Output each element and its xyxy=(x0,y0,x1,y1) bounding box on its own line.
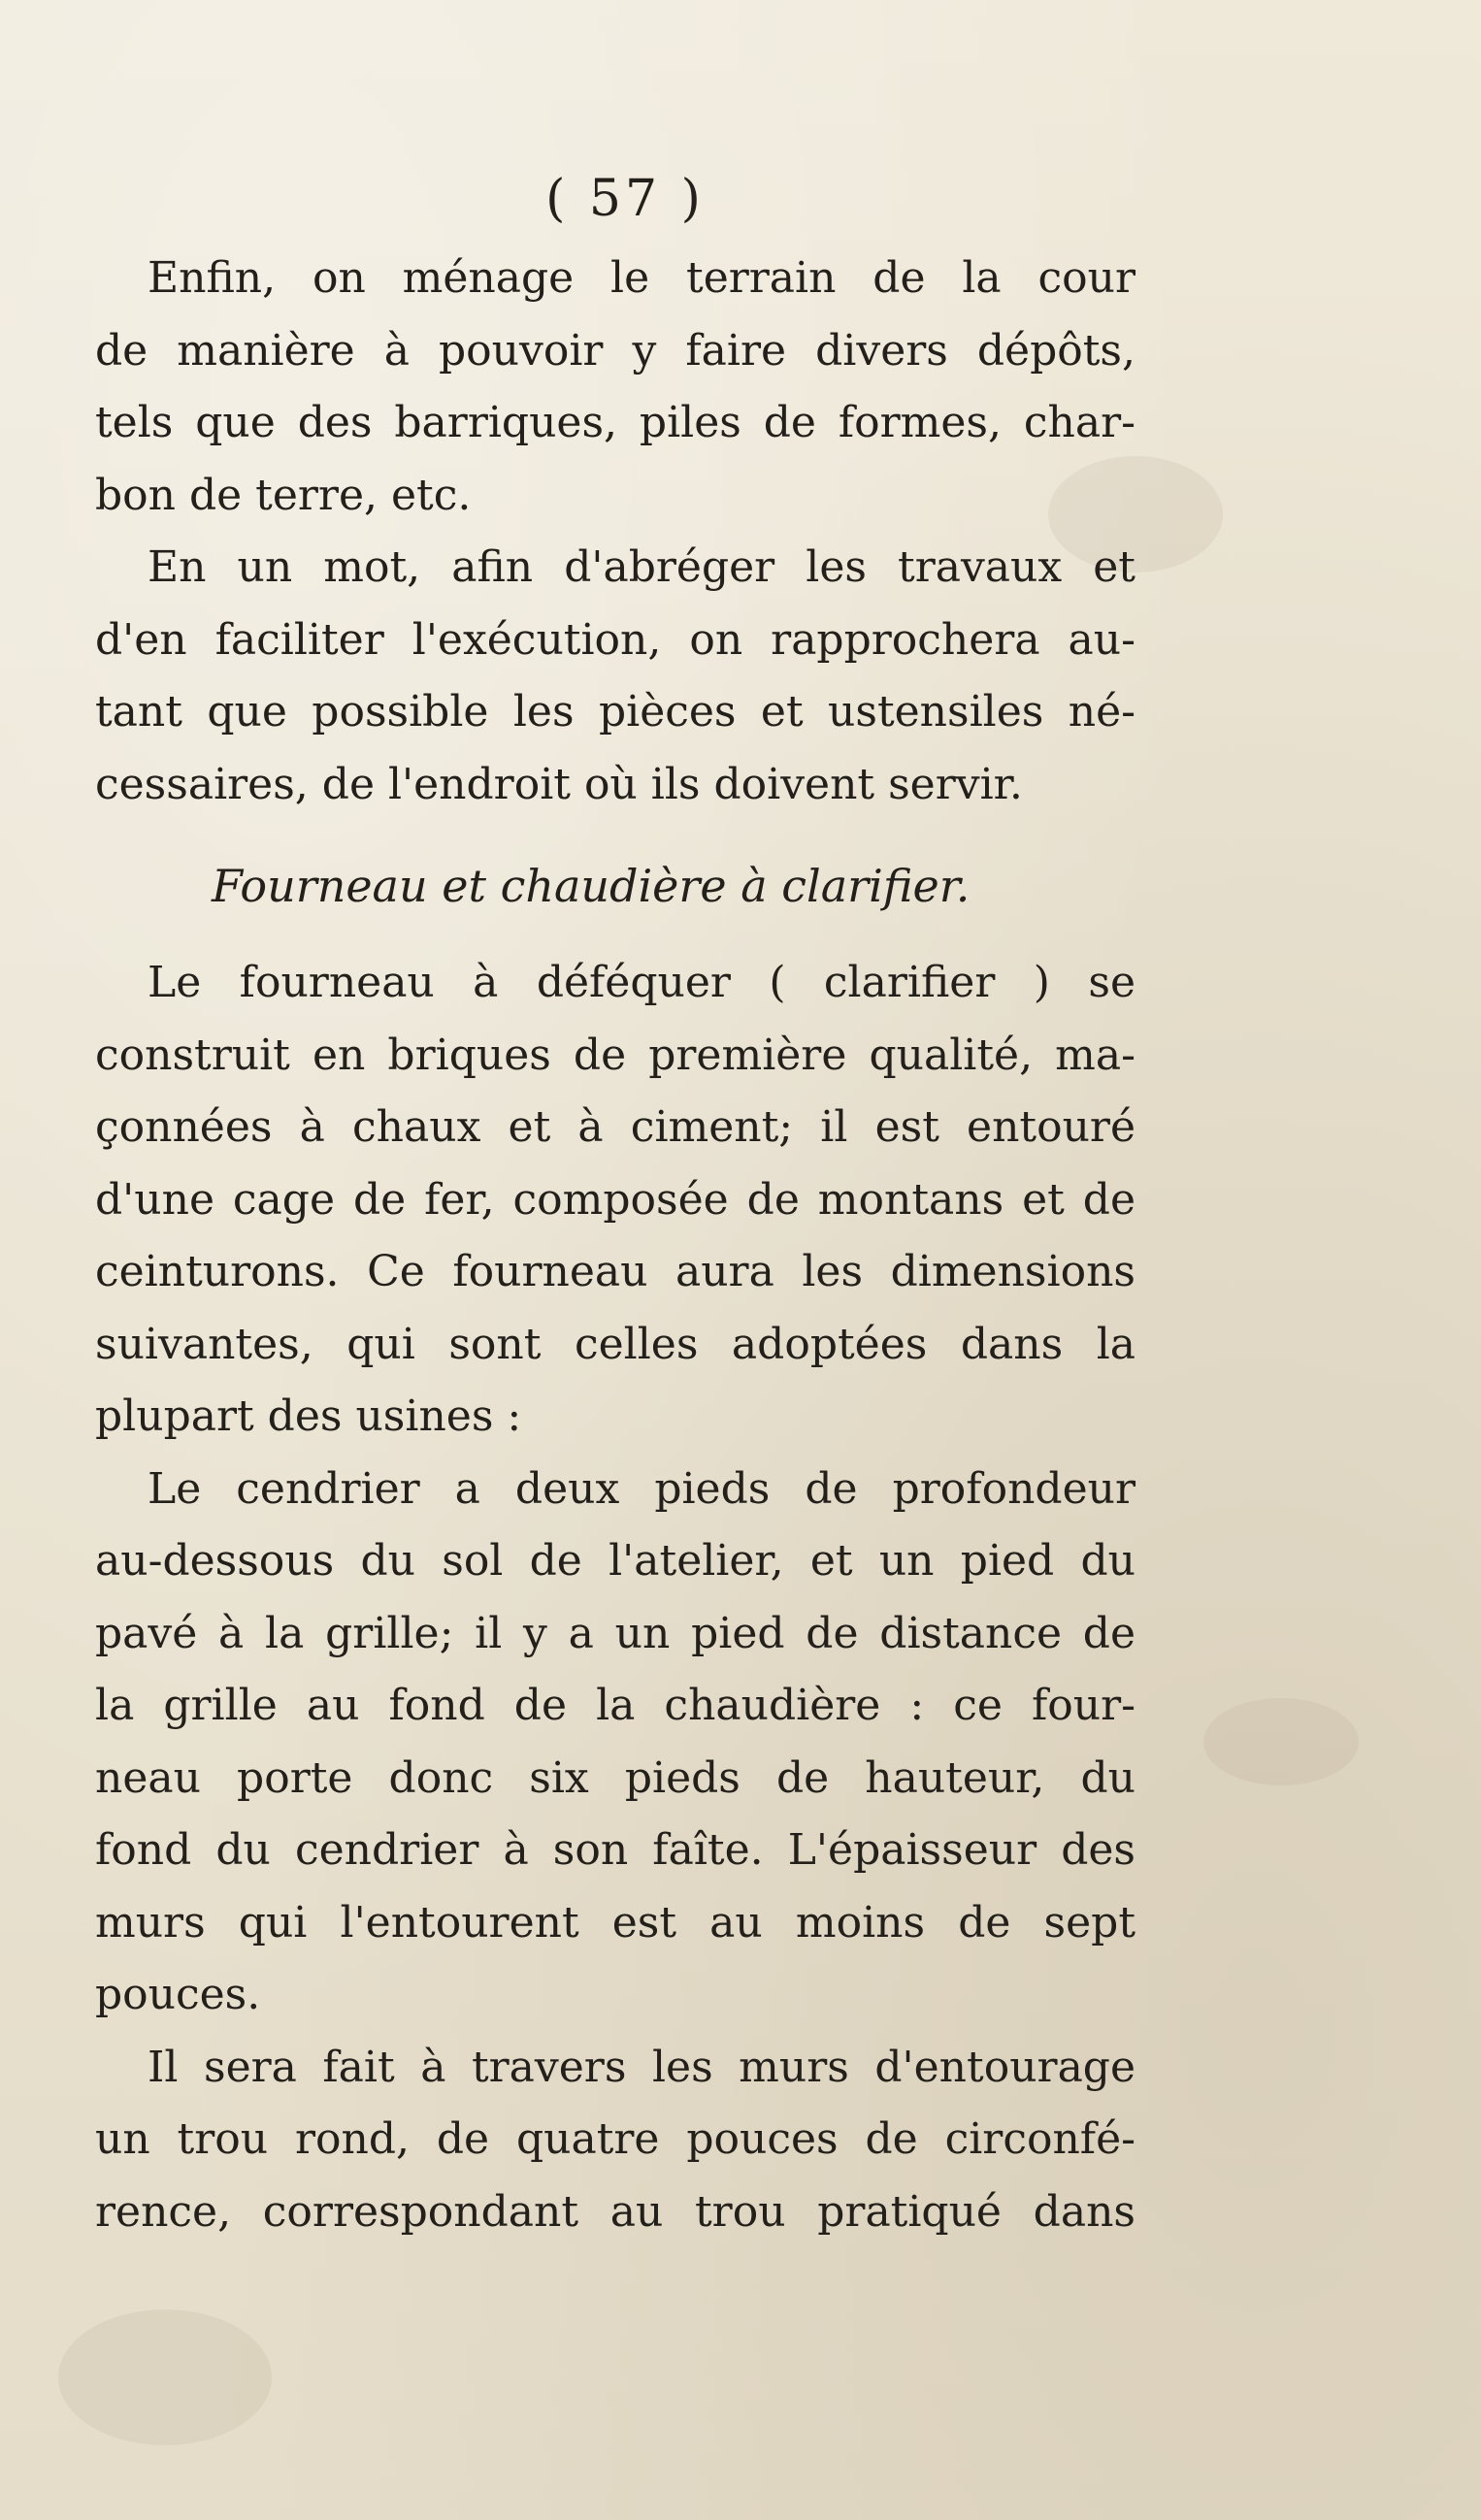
text-line: çonnées à chaux et à ciment; il est entouré xyxy=(95,1102,1135,1152)
text-line: pavé à la grille; il y a un pied de distance de xyxy=(95,1608,1135,1658)
text-line: ceinturons. Ce fourneau aura les dimensions xyxy=(95,1247,1135,1296)
text-line: tant que possible les pièces et ustensiles né- xyxy=(95,687,1135,736)
paragraph-ash-pit xyxy=(95,1454,1135,2032)
text-line: un trou rond, de quatre pouces de circonfé- xyxy=(95,2114,1135,2164)
paper-stain xyxy=(58,2309,272,2445)
paragraph-summary xyxy=(95,532,1135,821)
text-line: Le fourneau à déféquer ( clarifier ) se xyxy=(148,958,1135,1007)
text-line: au-dessous du sol de l'atelier, et un pied du xyxy=(95,1536,1135,1586)
text-line: de manière à pouvoir y faire divers dépôts, xyxy=(95,325,1135,376)
text-line: cessaires, de l'endroit où ils doivent servir. xyxy=(95,759,1023,809)
text-line: Enfin, on ménage le terrain de la cour xyxy=(148,253,1135,303)
paper-stain xyxy=(1203,1698,1359,1785)
text-line: tels que des barriques, piles de formes, char- xyxy=(95,398,1135,447)
text-line: suivantes, qui sont celles adoptées dans la xyxy=(95,1319,1135,1369)
paragraph-round-hole xyxy=(95,2032,1135,2249)
text-line: construit en briques de première qualité, ma- xyxy=(95,1030,1135,1080)
paragraph-furnace-construction xyxy=(95,947,1135,1454)
section-heading: Fourneau et chaudière à clarifier. xyxy=(212,860,971,912)
text-line: Il sera fait à travers les murs d'entourage xyxy=(148,2042,1135,2092)
text-line: Le cendrier a deux pieds de profondeur xyxy=(148,1463,1135,1514)
text-line: d'en faciliter l'exécution, on rapprochera au- xyxy=(95,614,1135,665)
text-line: murs qui l'entourent est au moins de sept xyxy=(95,1897,1135,1947)
text-line: rence, correspondant au trou pratiqué dans xyxy=(95,2186,1135,2237)
text-line: d'une cage de fer, composée de montans et de xyxy=(95,1174,1135,1225)
text-line: la grille au fond de la chaudière : ce four- xyxy=(95,1681,1135,1730)
text-line: fond du cendrier à son faîte. L'épaisseur des xyxy=(95,1825,1135,1875)
text-line: bon de terre, etc. xyxy=(95,470,472,520)
text-line: pouces. xyxy=(95,1970,261,2019)
page-number: ( 57 ) xyxy=(545,170,705,228)
text-line: neau porte donc six pieds de hauteur, du xyxy=(95,1752,1135,1803)
text-line: plupart des usines : xyxy=(95,1391,522,1441)
text-block xyxy=(95,155,1135,2248)
text-line: En un mot, afin d'abréger les travaux et xyxy=(148,542,1135,592)
paragraph-courtyard xyxy=(95,243,1135,532)
